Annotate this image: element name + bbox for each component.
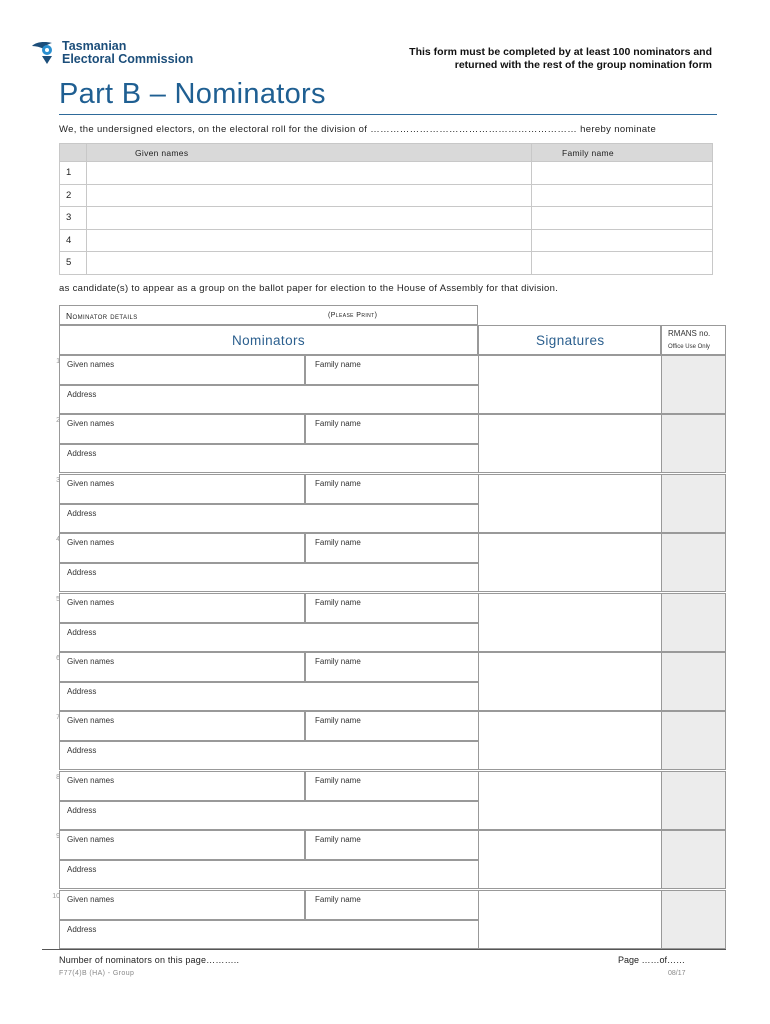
family-name-label: Family name — [315, 478, 361, 488]
nominator-family-field[interactable] — [305, 771, 479, 801]
signature-field[interactable] — [478, 890, 662, 949]
candidate-given-field[interactable] — [87, 162, 532, 185]
nominator-row — [42, 711, 726, 770]
nominator-address-field[interactable] — [59, 741, 479, 770]
nominator-given-field[interactable] — [59, 890, 305, 920]
address-label: Address — [67, 449, 97, 459]
nominator-row-number: 10 — [52, 892, 60, 900]
rmans-field — [661, 652, 726, 711]
family-name-label: Family name — [315, 538, 361, 548]
nominator-family-field[interactable] — [305, 355, 479, 385]
candidate-family-field[interactable] — [532, 252, 713, 275]
nominator-family-field[interactable] — [305, 830, 479, 860]
family-name-label: Family name — [315, 657, 361, 666]
rmans-label: RMANS no. — [668, 329, 711, 338]
family-name-label: Family name — [315, 716, 361, 726]
rmans-field — [661, 711, 726, 770]
nominator-family-field[interactable] — [305, 474, 479, 504]
candidate-given-field[interactable] — [87, 252, 532, 275]
candidate-family-field[interactable] — [532, 207, 713, 230]
nominator-given-field[interactable] — [59, 414, 305, 444]
signature-field[interactable] — [478, 355, 662, 414]
address-label: Address — [67, 746, 97, 756]
candidate-row — [60, 252, 713, 275]
address-label: Address — [67, 924, 97, 934]
nominator-row — [42, 355, 726, 414]
office-use-label: Office Use Only — [668, 344, 710, 350]
rmans-field — [661, 533, 726, 592]
tec-logo — [30, 40, 60, 71]
nominator-family-field[interactable] — [305, 652, 479, 682]
form-notice — [352, 46, 712, 72]
nominator-row-number: 9 — [56, 833, 60, 841]
family-name-label: Family name — [315, 775, 361, 785]
given-names-label: Given names — [67, 597, 115, 607]
nominator-given-field[interactable] — [59, 355, 305, 385]
candidate-row-number: 5 — [60, 252, 87, 275]
candidate-row — [60, 229, 713, 252]
logo-text — [62, 40, 193, 66]
nominator-details-box — [59, 305, 478, 325]
nominator-row — [42, 652, 726, 711]
nominator-given-field[interactable] — [59, 711, 305, 741]
candidate-given-field[interactable] — [87, 184, 532, 207]
nominator-row-number: 7 — [56, 714, 60, 722]
nominator-family-field[interactable] — [305, 533, 479, 563]
address-label: Address — [67, 508, 97, 518]
candidate-given-field[interactable] — [87, 207, 532, 230]
given-names-label: Given names — [67, 775, 115, 785]
form-code: F77(4)B (HA) - Group — [59, 970, 135, 977]
nominator-address-field[interactable] — [59, 385, 479, 414]
nominator-count: Number of nominators on this page……….. — [59, 955, 240, 965]
family-name-label: Family name — [315, 597, 361, 607]
nominator-given-field[interactable] — [59, 771, 305, 801]
given-names-label: Given names — [67, 538, 115, 548]
given-names-label: Given names — [67, 894, 115, 904]
candidate-row-number: 3 — [60, 207, 87, 230]
rmans-field — [661, 355, 726, 414]
nominator-row-number: 2 — [56, 417, 60, 425]
nominator-given-field[interactable] — [59, 593, 305, 623]
given-names-label: Given names — [67, 419, 115, 429]
intro-text: We, the undersigned electors, on the electoral roll for the division of ……………………………………………………… hereby nominate — [59, 124, 657, 135]
family-name-label: Family name — [315, 419, 361, 429]
address-label: Address — [67, 627, 97, 637]
signature-field[interactable] — [478, 593, 662, 652]
nominator-family-field[interactable] — [305, 711, 479, 741]
family-name-label: Family name — [315, 835, 361, 845]
candidate-given-header: Given names — [87, 144, 532, 162]
rmans-field — [661, 830, 726, 889]
signature-field[interactable] — [478, 414, 662, 473]
rows-bottom-rule — [42, 949, 726, 950]
signature-field[interactable] — [478, 771, 662, 830]
address-label: Address — [67, 865, 97, 875]
nominator-row-number: 3 — [56, 476, 60, 484]
signatures-header-label: Signatures — [536, 333, 605, 348]
signature-field[interactable] — [478, 711, 662, 770]
nominator-given-field[interactable] — [59, 474, 305, 504]
candidate-table — [59, 143, 713, 275]
nominator-given-field[interactable] — [59, 652, 305, 682]
nominator-row — [42, 474, 726, 533]
given-names-label: Given names — [67, 657, 115, 666]
nominator-address-field[interactable] — [59, 563, 479, 592]
logo-line1: Tasmanian — [62, 39, 127, 53]
signature-field[interactable] — [478, 652, 662, 711]
rmans-field — [661, 771, 726, 830]
rmans-field — [661, 474, 726, 533]
candidate-family-field[interactable] — [532, 229, 713, 252]
given-names-label: Given names — [67, 835, 115, 845]
candidate-row-number: 4 — [60, 229, 87, 252]
nominator-family-field[interactable] — [305, 593, 479, 623]
nominators-header — [59, 325, 478, 355]
nominator-row-number: 8 — [56, 773, 60, 781]
candidate-row-number: 1 — [60, 162, 87, 185]
candidate-family-field[interactable] — [532, 184, 713, 207]
candidate-row-number: 2 — [60, 184, 87, 207]
title-divider — [59, 114, 717, 115]
nominator-given-field[interactable] — [59, 533, 305, 563]
nominators-header-label: Nominators — [232, 333, 306, 348]
signature-field[interactable] — [478, 474, 662, 533]
logo-line2: Electoral Commission — [62, 52, 194, 66]
nominator-given-field[interactable] — [59, 830, 305, 860]
family-name-label: Family name — [315, 360, 361, 369]
notice-line2: returned with the rest of the group nomination form — [454, 59, 712, 71]
nominator-row — [42, 890, 726, 949]
nominator-row-number: 5 — [56, 595, 60, 603]
please-print-label: (Please Print) — [328, 312, 378, 319]
signature-field[interactable] — [478, 830, 662, 889]
nominator-family-field[interactable] — [305, 414, 479, 444]
candidate-row — [60, 207, 713, 230]
nominator-address-field[interactable] — [59, 920, 479, 949]
family-name-label: Family name — [315, 894, 361, 904]
group-statement: as candidate(s) to appear as a group on the ballot paper for election to the House of Assembly for that division. — [59, 283, 559, 294]
candidate-family-header: Family name — [532, 144, 713, 162]
candidate-num-header — [60, 144, 87, 162]
nominator-row — [42, 593, 726, 652]
nominator-address-field[interactable] — [59, 623, 479, 652]
nominator-row — [42, 771, 726, 830]
nominator-address-field[interactable] — [59, 444, 479, 473]
nominator-row — [42, 533, 726, 592]
page-of: Page ……of…… — [618, 955, 686, 965]
candidate-family-field[interactable] — [532, 162, 713, 185]
candidate-given-field[interactable] — [87, 229, 532, 252]
candidate-row — [60, 184, 713, 207]
signature-field[interactable] — [478, 533, 662, 592]
nominator-family-field[interactable] — [305, 890, 479, 920]
nominator-address-field[interactable] — [59, 682, 479, 711]
notice-line1: This form must be completed by at least 100 nominators and — [409, 46, 712, 58]
address-label: Address — [67, 390, 97, 399]
given-names-label: Given names — [67, 478, 115, 488]
date-code: 08/17 — [668, 970, 686, 977]
nominator-address-field[interactable] — [59, 860, 479, 889]
nominator-address-field[interactable] — [59, 801, 479, 830]
signatures-header — [478, 325, 661, 355]
nominator-row-number: 6 — [56, 655, 60, 662]
given-names-label: Given names — [67, 360, 115, 369]
address-label: Address — [67, 568, 97, 578]
rmans-field — [661, 593, 726, 652]
rmans-header — [661, 325, 726, 355]
nominator-row — [42, 414, 726, 473]
rmans-field — [661, 890, 726, 949]
nominator-address-field[interactable] — [59, 504, 479, 533]
address-label: Address — [67, 687, 97, 696]
nominator-row-number: 1 — [56, 358, 60, 365]
address-label: Address — [67, 805, 97, 815]
candidate-row — [60, 162, 713, 185]
given-names-label: Given names — [67, 716, 115, 726]
nominator-row-number: 4 — [56, 536, 60, 544]
rmans-field — [661, 414, 726, 473]
page-title: Part B – Nominators — [59, 78, 326, 110]
nominator-details-label: Nominator details — [66, 311, 138, 321]
nominator-row — [42, 830, 726, 889]
